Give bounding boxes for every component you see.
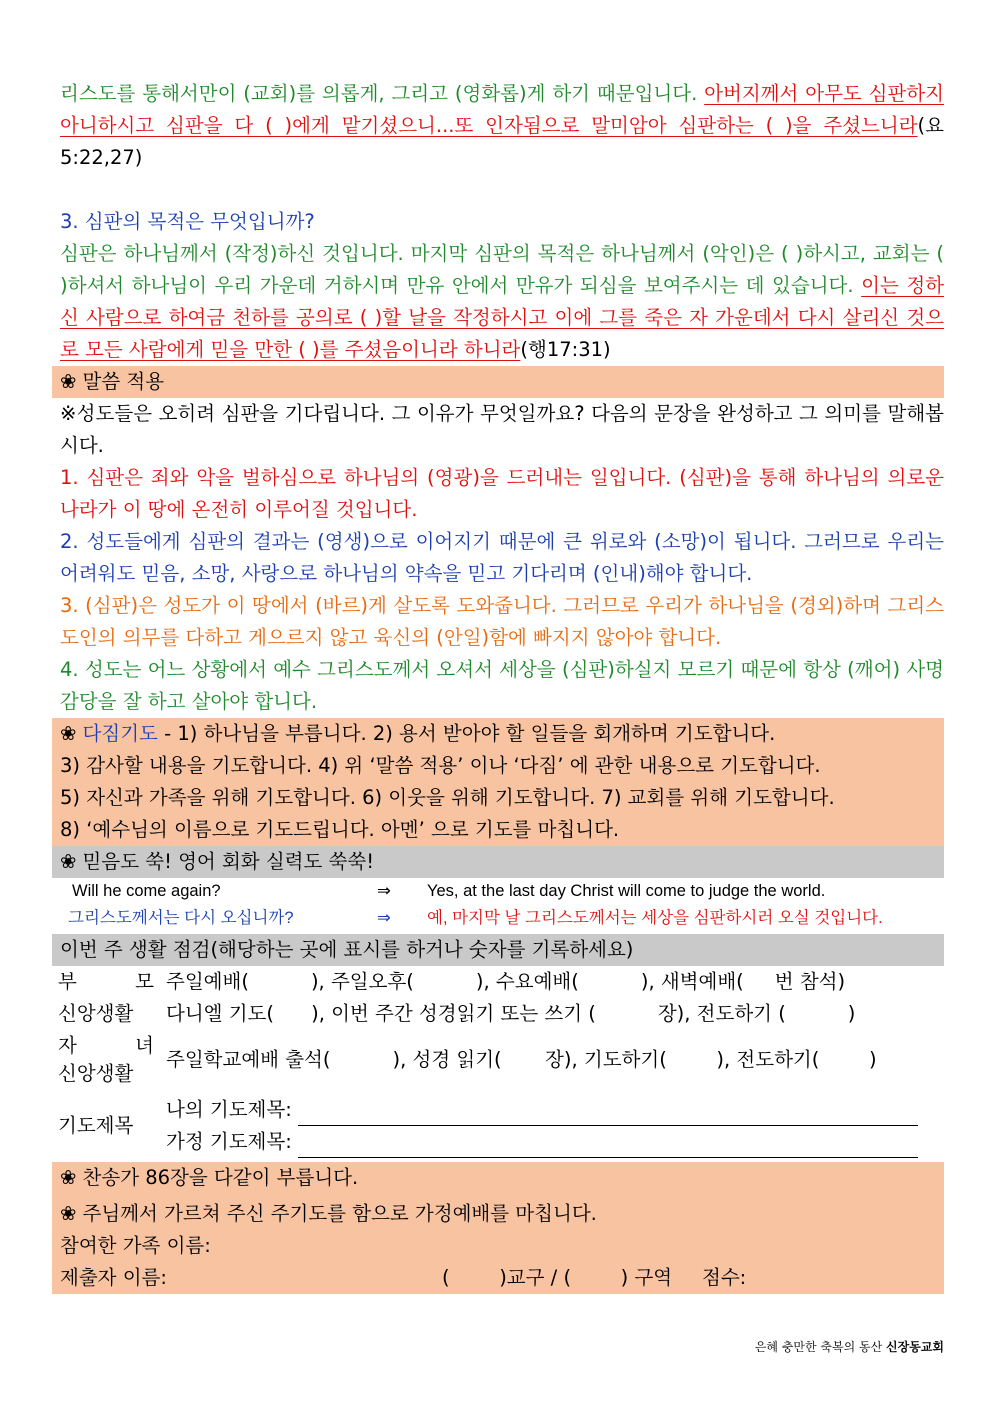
- korean-answer: 예, 마지막 날 그리스도께서는 세상을 심판하시러 오실 것입니다.: [427, 909, 883, 927]
- family-names-label: 참여한 가족 이름:: [60, 1234, 211, 1257]
- answer-3-text: 심판은 하나님께서 (작정)하신 것입니다. 마지막 심판의 목적은 하나님께서 (악인)은 ( )하시고, 교회는 ( )하셔서 하나님이 우리 가운데 거하시며 만유 안에서 만유가 되심을 보여주시는 데 있습니다.: [60, 242, 944, 297]
- prayer-section: [52, 718, 944, 846]
- english-row-ko: [60, 905, 944, 932]
- prayer-step-1: - 1) 하나님을 부릅니다. 2) 용서 받아야 할 일들을 회개하며 기도합니다.: [157, 722, 776, 745]
- submitter-line: [60, 1262, 944, 1294]
- lords-prayer-line: ❀ 주님께서 가르쳐 주신 주기도를 함으로 가정예배를 마칩니다.: [60, 1202, 597, 1225]
- apply-intro: ※성도들은 오히려 심판을 기다립니다. 그 이유가 무엇일까요? 다음의 문장을 완성하고 그 의미를 말해봅시다.: [60, 402, 944, 457]
- my-prayer-row: [160, 1090, 944, 1126]
- parent-devotion-line[interactable]: 다니엘 기도( ), 이번 주간 성경읽기 또는 쓰기 ( 장), 전도하기 ( ): [166, 1002, 856, 1025]
- answer-3-scripture: 이는 정하신 사람으로 하여금 천하를 공의로 ( )할 날을 작정하시고 이에 그를 죽은 자 가운데서 다시 살리신 것으로 모든 사람에게 믿을 만한 ( )를 주셨음이니라 하니라: [60, 274, 945, 361]
- english-question: Will he come again?: [72, 882, 221, 900]
- english-header: ❀ 믿음도 쑥! 영어 회화 실력도 쑥쑥!: [52, 846, 944, 878]
- child-line[interactable]: 주일학교예배 출석( ), 성경 읽기( 장), 기도하기( ), 전도하기( ): [166, 1048, 877, 1071]
- parent-worship-line[interactable]: 주일예배( ), 주일오후( ), 수요예배( ), 새벽예배( 번 참석): [166, 970, 846, 993]
- prayer-line-1: [60, 718, 944, 750]
- district-field[interactable]: ( )교구 / ( ) 구역: [442, 1266, 673, 1289]
- intro-text: 리스도를 통해서만이 (교회)를 의롭게, 그리고 (영화롭)게 하기 때문입니다.: [60, 82, 705, 105]
- english-row-en: [60, 878, 944, 905]
- answer-3: [60, 238, 944, 366]
- family-names-line: [60, 1230, 944, 1262]
- prayer-topic-label: 기도제목: [58, 1114, 134, 1137]
- closing-section: [52, 1162, 944, 1294]
- family-prayer-input[interactable]: [298, 1135, 918, 1158]
- child-label-2: 신앙생활: [58, 1062, 134, 1085]
- apply-item-4: 4. 성도는 어느 상황에서 예수 그리스도께서 오셔서 세상을 (심판)하실지 모르기 때문에 항상 (깨어) 사명 감당을 잘 하고 살아야 합니다.: [60, 658, 944, 713]
- intro-reference: (요5:22,27): [60, 114, 944, 169]
- apply-item-1: 1. 심판은 죄와 악을 벌하심으로 하나님의 (영광)을 드러내는 일입니다. (심판)을 통해 하나님의 의로운 나라가 이 땅에 온전히 이루어질 것입니다.: [60, 466, 944, 521]
- my-prayer-label: 나의 기도제목:: [166, 1098, 292, 1121]
- apply-header: ❀ 말씀 적용: [52, 366, 944, 398]
- score-label: 점수:: [702, 1266, 747, 1289]
- footer: [755, 1338, 944, 1355]
- document-page: [60, 78, 944, 1294]
- answer-3-reference: (행17:31): [520, 338, 611, 361]
- prayer-title: 다짐기도: [82, 722, 158, 745]
- church-name: 신장동교회: [886, 1340, 944, 1354]
- parent-label-2: 신앙생활: [58, 1002, 134, 1025]
- question-3: 3. 심판의 목적은 무엇입니까?: [60, 210, 315, 233]
- arrow-icon-2: ⇒: [377, 909, 391, 927]
- my-prayer-input[interactable]: [298, 1103, 918, 1126]
- check-header: 이번 주 생활 점검(해당하는 곳에 표시를 하거나 숫자를 기록하세요): [52, 934, 944, 966]
- child-label-1: 자 녀: [58, 1034, 154, 1057]
- apply-item-3: 3. (심판)은 성도가 이 땅에서 (바르)게 살도록 도와줍니다. 그러므로 우리가 하나님을 (경외)하며 그리스도인의 의무를 다하고 게으르지 않고 육신의 (안일)함에 빠지지 않아야 합니다.: [60, 594, 944, 649]
- submitter-label: 제출자 이름:: [60, 1266, 167, 1289]
- prayer-line-4: 8) ‘예수님의 이름으로 기도드립니다. 아멘’ 으로 기도를 마칩니다.: [60, 818, 620, 841]
- arrow-icon: ⇒: [377, 882, 391, 900]
- korean-question: 그리스도께서는 다시 오십니까?: [68, 909, 294, 927]
- life-check-table: [52, 966, 944, 1158]
- english-answer: Yes, at the last day Christ will come to judge the world.: [427, 882, 826, 900]
- family-prayer-label: 가정 기도제목:: [166, 1130, 292, 1153]
- intro-paragraph: [60, 78, 944, 174]
- flower-icon: ❀: [60, 722, 77, 745]
- prayer-line-2: 3) 감사할 내용을 기도합니다. 4) 위 ‘말씀 적용’ 이나 ‘다짐’ 에 관한 내용으로 기도합니다.: [60, 754, 821, 777]
- prayer-line-3: 5) 자신과 가족을 위해 기도합니다. 6) 이웃을 위해 기도합니다. 7) 교회를 위해 기도합니다.: [60, 786, 835, 809]
- hymn-line: ❀ 찬송가 86장을 다같이 부릅니다.: [60, 1166, 359, 1189]
- child-label: [52, 1030, 160, 1090]
- family-prayer-row: [160, 1126, 944, 1158]
- footer-slogan: 은혜 충만한 축복의 동산: [754, 1340, 887, 1354]
- parent-label-1: 부 모: [58, 970, 154, 993]
- intro-scripture: 아버지께서 아무도 심판하지 아니하시고 심판을 다 ( )에게 맡기셨으니...또 인자됨으로 말미암아 심판하는 ( )을 주셨느니라: [60, 82, 944, 137]
- apply-item-2: 2. 성도들에게 심판의 결과는 (영생)으로 이어지기 때문에 큰 위로와 (소망)이 됩니다. 그러므로 우리는 어려워도 믿음, 소망, 사랑으로 하나님의 약속을 믿고 기다리며 (인내)해야 합니다.: [60, 530, 944, 585]
